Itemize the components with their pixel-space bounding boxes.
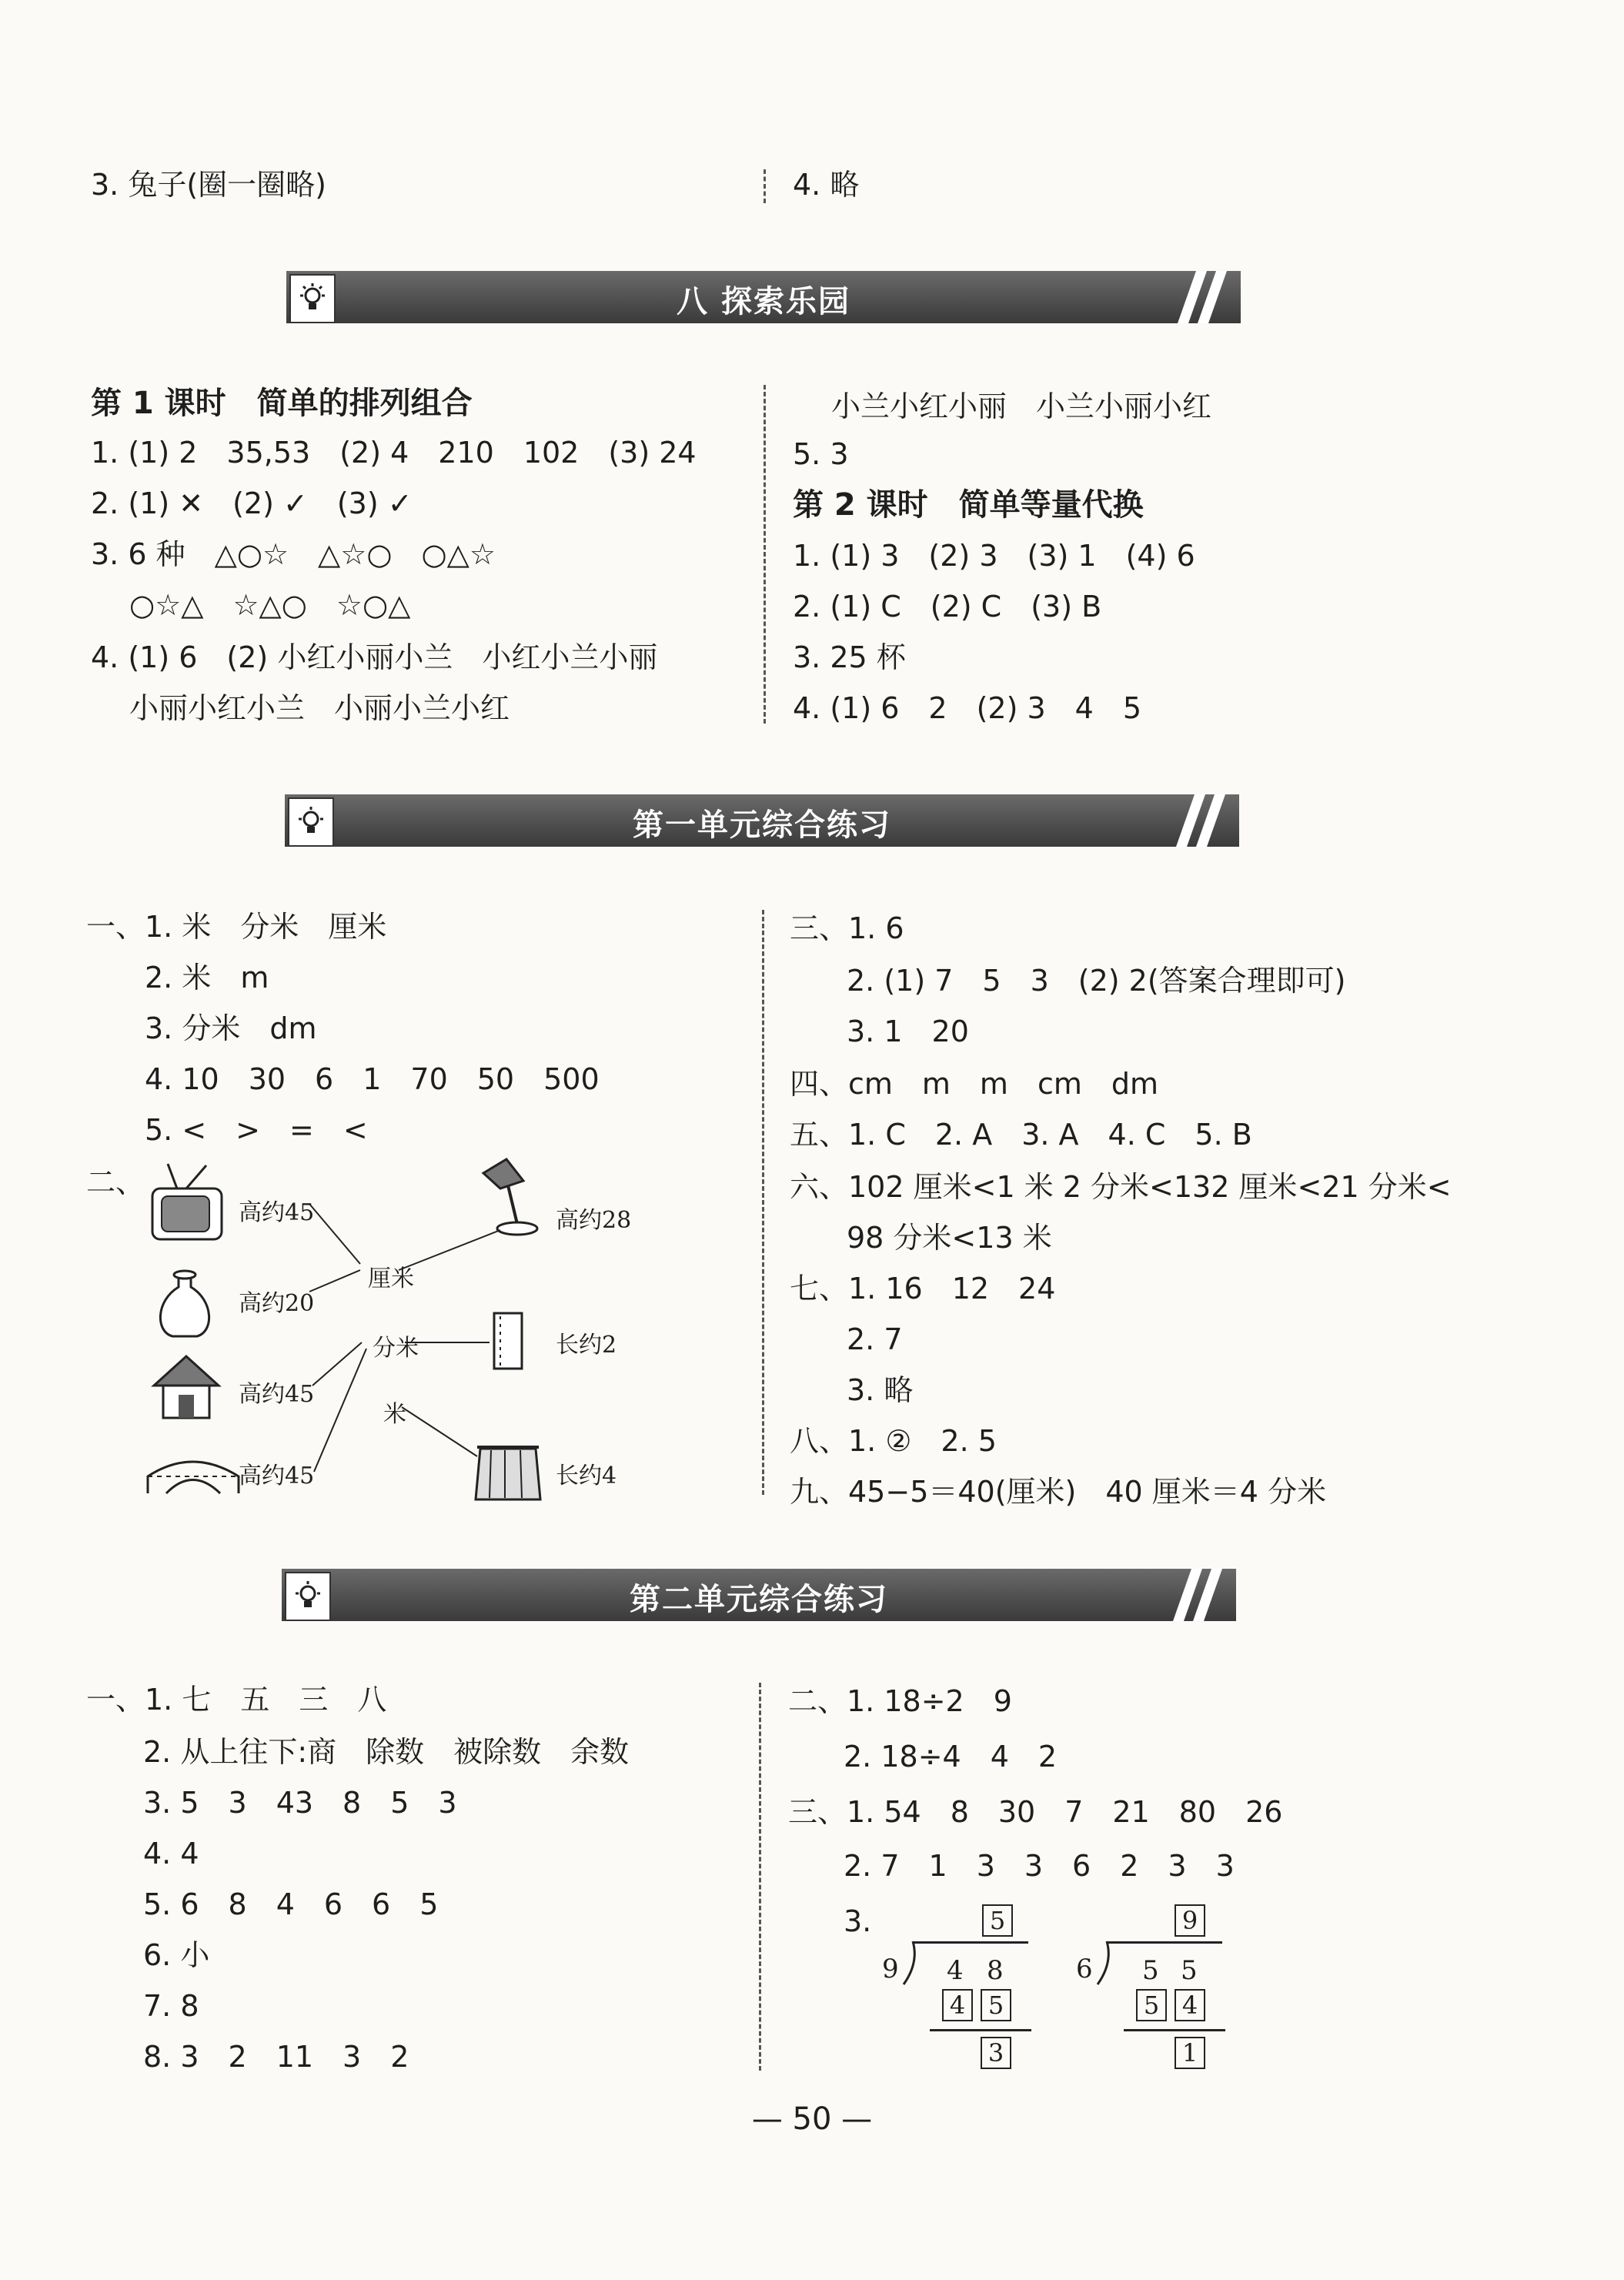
answer-line: 六、102 厘米<1 米 2 分米<132 厘米<21 分米<	[790, 1170, 1452, 1204]
section-title: 第一单元综合练习	[633, 807, 891, 843]
dividend-digit: 5	[1142, 1955, 1159, 1986]
answer-line: 五、1. C 2. A 3. A 4. C 5. B	[790, 1118, 1252, 1152]
lesson-title-2: 第 2 课时 简单等量代换	[793, 487, 1144, 523]
unit-label: 米	[383, 1401, 406, 1428]
answer-line: 2. 18÷4 4 2	[844, 1740, 1058, 1774]
answer-line: 2. 7	[847, 1322, 903, 1356]
house-icon	[154, 1356, 219, 1418]
answer-line: 小兰小红小丽 小兰小丽小红	[831, 389, 1212, 423]
long-division-1	[870, 1894, 1054, 2078]
match-label: 高约28	[556, 1207, 632, 1234]
match-label: 高约20	[239, 1290, 315, 1317]
column-divider	[762, 910, 764, 1495]
unit-label: 厘米	[368, 1265, 414, 1292]
match-label: 高约45	[239, 1381, 315, 1408]
column-divider	[764, 385, 766, 724]
answer-line: 6. 小	[143, 1938, 210, 1972]
section-title: 八 探索乐园	[677, 284, 850, 319]
stripes-decoration	[1165, 271, 1235, 323]
vase-icon	[160, 1271, 209, 1336]
answer-line: 8. 3 2 11 3 2	[143, 2040, 409, 2074]
answer-line: 3. 略	[847, 1373, 914, 1407]
answer-line: 3. 分米 dm	[145, 1011, 317, 1045]
answer-line: 5. 6 8 4 6 6 5	[143, 1887, 439, 1921]
dividend-digit: 8	[987, 1955, 1004, 1986]
section-banner-8	[286, 271, 1241, 323]
answer-line: 1. (1) 3 (2) 3 (3) 1 (4) 6	[793, 539, 1195, 573]
answer-line: 3. 5 3 43 8 5 3	[143, 1786, 457, 1820]
answer-line: 5. < > = <	[145, 1113, 368, 1147]
match-label: 长约4	[556, 1463, 617, 1489]
section-banner-unit1	[285, 794, 1239, 847]
page-number: — 50 —	[751, 2101, 873, 2137]
remainder-box: 1	[1175, 2037, 1205, 2069]
curtain-icon	[476, 1447, 540, 1499]
divisor: 6	[1076, 1954, 1093, 1984]
notebook-icon	[494, 1313, 522, 1369]
dividend-digit: 4	[947, 1955, 964, 1986]
stripes-decoration	[1161, 1569, 1230, 1621]
section-title: 第二单元综合练习	[630, 1582, 888, 1617]
unit-label: 分米	[373, 1335, 419, 1362]
remainder-box: 3	[981, 2037, 1011, 2069]
divisor: 9	[882, 1954, 899, 1984]
lesson-title-1: 第 1 课时 简单的排列组合	[91, 386, 473, 421]
answer-line: 5. 3	[793, 437, 849, 471]
answer-line: 三、1. 54 8 30 7 21 80 26	[788, 1795, 1283, 1829]
answer-line: 3.	[844, 1904, 872, 1938]
top-left-answer: 3. 兔子(圈一圈略)	[91, 168, 326, 202]
answer-line: 98 分米<13 米	[847, 1221, 1052, 1255]
bridge-icon	[148, 1462, 239, 1493]
answer-line: 2. 米 m	[145, 961, 269, 995]
quotient-box: 9	[1175, 1904, 1205, 1937]
answer-line: 4. (1) 6 2 (2) 3 4 5	[793, 691, 1142, 725]
long-division-2	[1065, 1894, 1250, 2078]
answer-line: 2. (1) C (2) C (3) B	[793, 590, 1102, 623]
answer-line: 4. (1) 6 (2) 小红小丽小兰 小红小兰小丽	[91, 640, 658, 674]
answer-line: 1. (1) 2 35,53 (2) 4 210 102 (3) 24	[91, 436, 697, 470]
product-box: 4	[1175, 1989, 1205, 2021]
answer-line: 2. (1) ✕ (2) ✓ (3) ✓	[91, 486, 413, 520]
answer-line: 3. 6 种 △○☆ △☆○ ○△☆	[91, 537, 496, 571]
answer-line: 八、1. ② 2. 5	[790, 1424, 997, 1458]
answer-line: 一、1. 七 五 三 八	[86, 1683, 387, 1717]
answer-line: 2. (1) 7 5 3 (2) 2(答案合理即可)	[847, 964, 1346, 998]
match-label: 长约2	[556, 1332, 617, 1359]
top-right-answer: 4. 略	[793, 168, 860, 202]
match-label: 高约45	[239, 1463, 315, 1489]
answer-line: 3. 1 20	[847, 1015, 969, 1048]
answer-line: 3. 25 杯	[793, 640, 906, 674]
answer-line: 2. 从上往下:商 除数 被除数 余数	[143, 1735, 630, 1769]
quotient-box: 5	[982, 1904, 1013, 1937]
answer-line: 九、45−5＝40(厘米) 40 厘米＝4 分米	[790, 1475, 1327, 1509]
product-box: 5	[981, 1989, 1011, 2021]
answer-line: 一、1. 米 分米 厘米	[86, 910, 387, 944]
column-divider	[759, 1683, 761, 2071]
answer-line: 4. 10 30 6 1 70 50 500	[145, 1062, 600, 1096]
answer-line: 小丽小红小兰 小丽小兰小红	[129, 691, 510, 725]
stripes-decoration	[1164, 794, 1233, 847]
answer-line: 二、	[86, 1165, 145, 1199]
answer-line: 7. 8	[143, 1989, 199, 2023]
product-box: 5	[1136, 1989, 1167, 2021]
dividend-digit: 5	[1181, 1955, 1198, 1986]
answer-line: 三、1. 6	[790, 911, 904, 945]
answer-line: 2. 7 1 3 3 6 2 3 3	[844, 1849, 1235, 1883]
tv-icon	[152, 1164, 222, 1239]
answer-line: 4. 4	[143, 1837, 199, 1870]
lamp-icon	[483, 1159, 537, 1235]
answer-line: 二、1. 18÷2 9	[788, 1684, 1012, 1718]
answer-line: 四、cm m m cm dm	[790, 1067, 1158, 1101]
answer-line: 七、1. 16 12 24	[790, 1272, 1056, 1305]
answer-line: ○☆△ ☆△○ ☆○△	[129, 588, 411, 622]
section-banner-unit2	[282, 1569, 1236, 1621]
product-box: 4	[942, 1989, 973, 2021]
column-divider	[764, 169, 766, 203]
match-label: 高约45	[239, 1199, 315, 1226]
